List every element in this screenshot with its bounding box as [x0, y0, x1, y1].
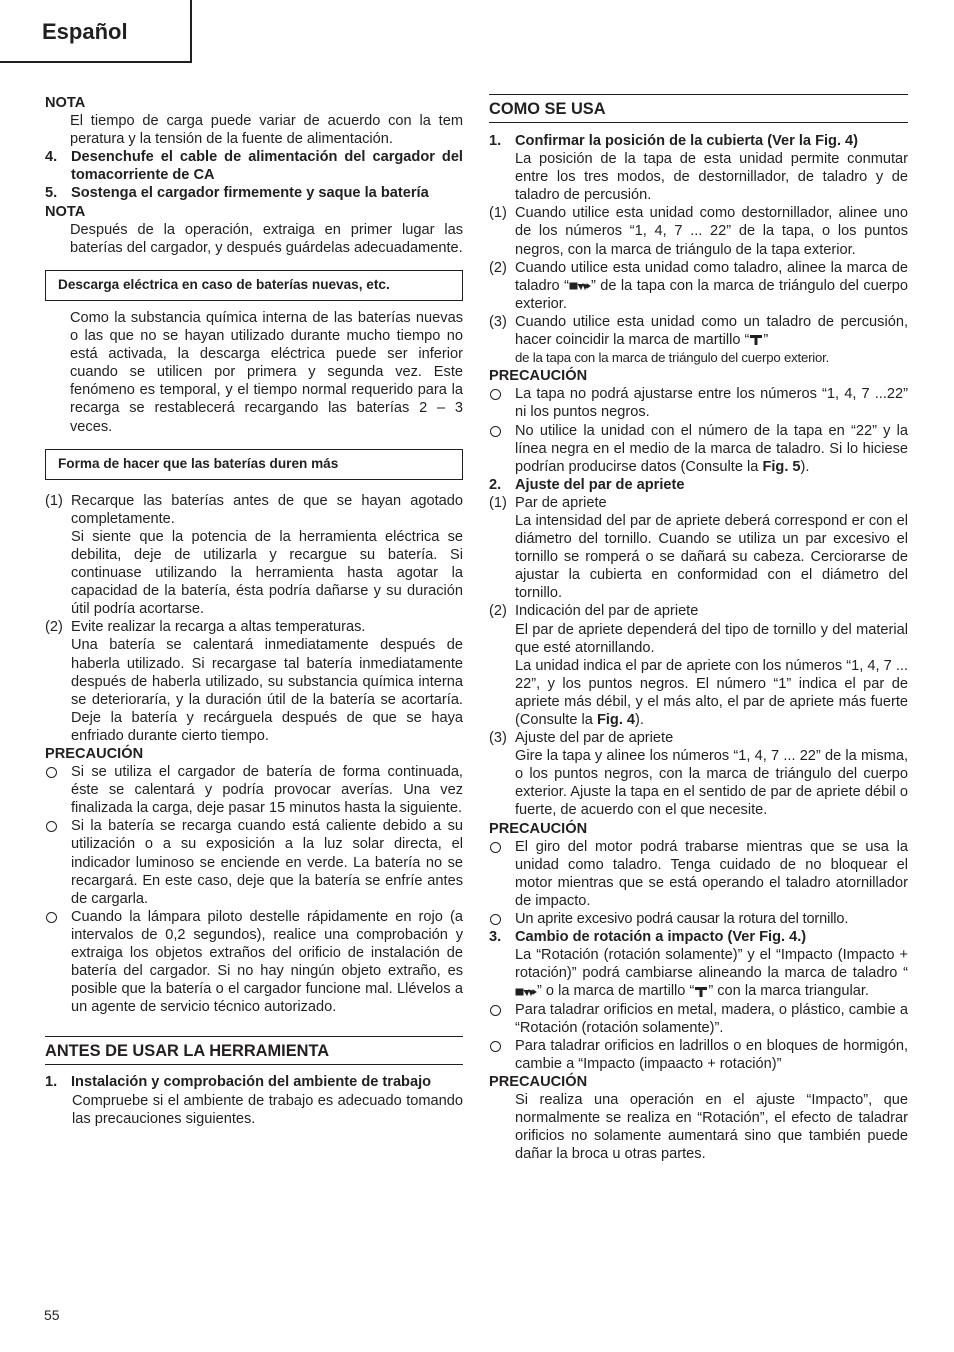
item-number: (2): [489, 259, 507, 276]
step-5: [45, 184, 463, 202]
item-text: La intensidad del par de apriete deberá correspond er con el diámetro del tornillo. Cuando se utiliza un par excesivo el tornillo se romperá o se dañará su cabeza. Cerciorarse de ajustar la cubierta en conformidad con el diámetro del tornillo.: [515, 512, 908, 602]
step-text-part: ” o la marca de martillo “: [537, 983, 695, 1000]
drill-mark-icon: [569, 281, 591, 291]
step-text: Compruebe si el ambiente de trabajo es adecuado tomando las precauciones siguientes.: [72, 1092, 463, 1127]
item-number: (1): [489, 494, 507, 511]
step-text-part: ” con la marca triangular.: [708, 983, 869, 1000]
step-1: [45, 1073, 463, 1091]
step-4: [45, 148, 463, 184]
bullet-circle-icon: [489, 838, 515, 910]
note-label: NOTA: [45, 95, 86, 111]
caution-text: [515, 422, 908, 476]
item-number: (1): [45, 492, 63, 509]
bullet-circle-icon: [489, 1001, 515, 1037]
note-text: El tiempo de carga puede variar de acuerdo con la tem peratura y la tensión de la fuente de alimentación.: [70, 113, 463, 148]
item-text-detail: [515, 657, 908, 729]
item-title: Ajuste del par de apriete: [515, 730, 674, 747]
item-text: Cuando utilice esta unidad como destornillador, alinee uno de los números “1, 4, 7 ... 22” de la tapa, o los puntos negros, con la marca de triángulo de la tapa exterior.: [515, 205, 908, 258]
item-text-part: Cuando utilice esta unidad como taladro, alinee la marca de taladro “: [515, 259, 908, 294]
item-text-part: La unidad indica el par de apriete con los números “1, 4, 7 ... 22”, y los puntos negros. El número “1” indica el par de apriete más débil, y el más alto, el par de apriete más fuerte (Consulte la: [515, 657, 908, 728]
bullet-circle-icon: [45, 908, 71, 1017]
caution-text: Cuando la lámpara piloto destelle rápidamente en rojo (a intervalos de 0,2 segundos), realice una comprobación y extraiga los objetos extraños del orificio de instalación de batería del cargador. Si no hay ningún objeto extraño, es posible que la batería o el cargador funcione mal. Llévelos a un agente de servicio técnico autorizado.: [71, 908, 463, 1016]
step-text: Desenchufe el cable de alimentación del cargador del tomacorriente de CA: [71, 149, 463, 184]
step-title: Confirmar la posición de la cubierta (Ver la Fig. 4): [515, 133, 859, 149]
note-label: NOTA: [45, 203, 86, 220]
step-title: Ajuste del par de apriete: [515, 476, 685, 493]
step-text: Sostenga el cargador firmemente y saque la batería: [71, 185, 429, 202]
step-number: 3.: [489, 929, 502, 946]
list-item: [489, 313, 908, 349]
step-number: 2.: [489, 476, 502, 493]
caution-item: [45, 908, 463, 1017]
caution-text: Si se utiliza el cargador de batería de forma continuada, éste se calentará y podría provocar averías. Una vez finalizada la carga, deje pasar 15 minutos hasta la siguiente.: [71, 764, 463, 817]
list-item: [45, 618, 463, 745]
discharge-text: Como la substancia química interna de las baterías nuevas o las que no se hayan utilizado durante mucho tiempo no está activada, la descarga eléctrica puede ser inferior cuando se utilicen por primera y segunda vez. Este fenómeno es temporal, y el tiempo normal requerido para la recarga se restablecerá recargando las baterías 2 – 3 veces.: [70, 309, 463, 435]
figure-reference: Fig. 5: [762, 458, 801, 475]
caution-item: [489, 422, 908, 476]
step-title: Cambio de rotación a impacto (Ver Fig. 4.): [515, 929, 807, 946]
item-text: El par de apriete dependerá del tipo de tornillo y del material que esté atornillando.: [515, 621, 908, 656]
step-2: [489, 476, 908, 494]
caution-text-part: ).: [800, 458, 810, 475]
step-1: [489, 132, 908, 150]
caution-label: PRECAUCIÓN: [489, 1073, 588, 1090]
step-number: 5.: [45, 185, 58, 202]
item-text-detail: Una batería se calentará inmediatamente después de haberla utilizado. Si recargase tal batería inmediatamente después de haberla utilizado, su substancia química interna se deterioraría, y la duración útil de la batería se acortaría. Deje la batería y recárguela después de que se haya enfriado durante cierto tiempo.: [71, 637, 463, 744]
item-text-continuation: de la tapa con la marca de triángulo del cuerpo exterior.: [515, 350, 830, 366]
left-column: [45, 94, 463, 1128]
caution-item: [489, 1001, 908, 1037]
section-heading: COMO SE USA: [489, 94, 908, 123]
item-number: (3): [489, 313, 507, 330]
item-text: [515, 313, 908, 349]
right-column: [489, 94, 908, 1163]
caution-text: Si realiza una operación en el ajuste “Impacto”, que normalmente se realiza en “Rotación”, el efecto de taladrar orificios no solamente aumentará sino que también puede dañar la broca u otras partes.: [515, 1091, 908, 1163]
bullet-circle-icon: [489, 385, 515, 421]
step-text: [489, 946, 908, 1000]
caution-item: [489, 910, 908, 928]
figure-reference: Fig. 4: [596, 712, 636, 728]
list-item: [45, 492, 463, 619]
step-number: 1.: [489, 133, 502, 149]
language-tab: [0, 0, 192, 63]
step-title: Instalación y comprobación del ambiente de trabajo: [71, 1074, 432, 1091]
bullet-circle-icon: [45, 763, 71, 817]
caution-item: [45, 763, 463, 817]
caution-text: Para taladrar orificios en ladrillos o en bloques de hormigón, cambie a “Impacto (impaacto + rotación)”: [515, 1037, 908, 1072]
item-text: [515, 259, 908, 313]
step-text: La posición de la tapa de esta unidad permite conmutar entre los tres modos, de destornillador, de taladro y de taladro de percusión.: [515, 151, 908, 204]
caution-item: [489, 1037, 908, 1073]
step-text-part: La “Rotación (rotación solamente)” y el “Impacto (Impacto + rotación)” podrá cambiarse alineando la marca de taladro “: [515, 947, 908, 982]
item-text-part: Cuando utilice esta unidad como un taladro de percusión, hacer coincidir la marca de martillo “: [515, 313, 908, 349]
caution-item: [489, 838, 908, 910]
item-text: Recarque las baterías antes de que se hayan agotado completamente.: [71, 492, 463, 527]
bullet-circle-icon: [45, 817, 71, 907]
item-number: (2): [45, 619, 63, 636]
drill-mark-icon: [515, 987, 537, 997]
caution-text-part: No utilice la unidad con el número de la tapa en “22” y la línea negra en el medio de la marca de taladro. Si lo hiciese podrían producirse datos (Consulte la: [515, 422, 908, 475]
item-number: (1): [489, 205, 507, 222]
item-text-detail: Si siente que la potencia de la herramienta eléctrica se debilita, deje de utilizarla y recargue su batería. Si continuase utilizando la herramienta hasta agotar la capacidad de la batería, ésta podría dañarse y su duración útil podría acortarse.: [71, 528, 463, 618]
bullet-circle-icon: [489, 422, 515, 476]
caution-text: La tapa no podrá ajustarse entre los números “1, 4, 7 ...22” ni los puntos negros.: [515, 386, 908, 421]
item-text-part: ”: [763, 332, 769, 349]
caution-text: Para taladrar orificios en metal, madera, o plástico, cambie a “Rotación (rotación solamente)”.: [515, 1001, 908, 1036]
caution-text: Un aprite excesivo podrá causar la rotura del tornillo.: [515, 911, 849, 928]
item-title: Indicación del par de apriete: [515, 603, 699, 620]
page-number: 55: [44, 1307, 60, 1323]
step-3: [489, 928, 908, 946]
section-heading: ANTES DE USAR LA HERRAMIENTA: [45, 1036, 463, 1065]
caution-label: PRECAUCIÓN: [489, 368, 588, 385]
step-number: 1.: [45, 1074, 58, 1091]
list-item: [489, 602, 908, 729]
caution-item: [45, 817, 463, 907]
list-item: [489, 494, 908, 603]
boxed-heading-battery-life: Forma de hacer que las baterías duren más: [45, 449, 463, 480]
note-text: Después de la operación, extraiga en primer lugar las baterías del cargador, y después guárdelas adecuadamente.: [70, 221, 463, 256]
item-text: Evite realizar la recarga a altas temperaturas.: [71, 619, 366, 636]
language-label: Español: [42, 19, 128, 44]
bullet-circle-icon: [489, 910, 515, 928]
item-text-part: ).: [635, 712, 644, 728]
step-number: 4.: [45, 149, 58, 166]
caution-text: El giro del motor podrá trabarse mientras que se usa la unidad como taladro. Tenga cuidado de no bloquear el motor mientras que se está operando el taladro atornillador de impacto.: [515, 838, 908, 909]
boxed-heading-discharge: Descarga eléctrica en caso de baterías nuevas, etc.: [45, 270, 463, 301]
item-text: Gire la tapa y alinee los números “1, 4, 7 ... 22” de la misma, o los puntos negros, con la marca de triángulo del cuerpo exterior. Ajuste la tapa en el sentido de par de apriete débil o fuerte, de acuerdo con el que necesite.: [515, 748, 908, 819]
caution-text: Si la batería se recarga cuando está caliente debido a su utilización o a su exposición a la luz solar directa, el indicador luminoso se enciende en verde. La batería no se recargará. En este caso, deje que la batería se enfríe antes de cargarla.: [71, 818, 463, 907]
item-number: (2): [489, 603, 507, 620]
bullet-circle-icon: [489, 1037, 515, 1073]
list-item: [489, 729, 908, 819]
list-item: [489, 259, 908, 313]
item-text-part: ” de la tapa con la marca de triángulo del cuerpo exterior.: [515, 277, 908, 312]
hammer-mark-icon: [694, 986, 708, 998]
list-item: [489, 204, 908, 258]
caution-label: PRECAUCIÓN: [489, 820, 588, 837]
item-title: Par de apriete: [515, 494, 607, 511]
caution-item: [489, 385, 908, 421]
hammer-mark-icon: [749, 334, 763, 346]
caution-label: PRECAUCIÓN: [45, 746, 144, 762]
item-number: (3): [489, 730, 507, 747]
